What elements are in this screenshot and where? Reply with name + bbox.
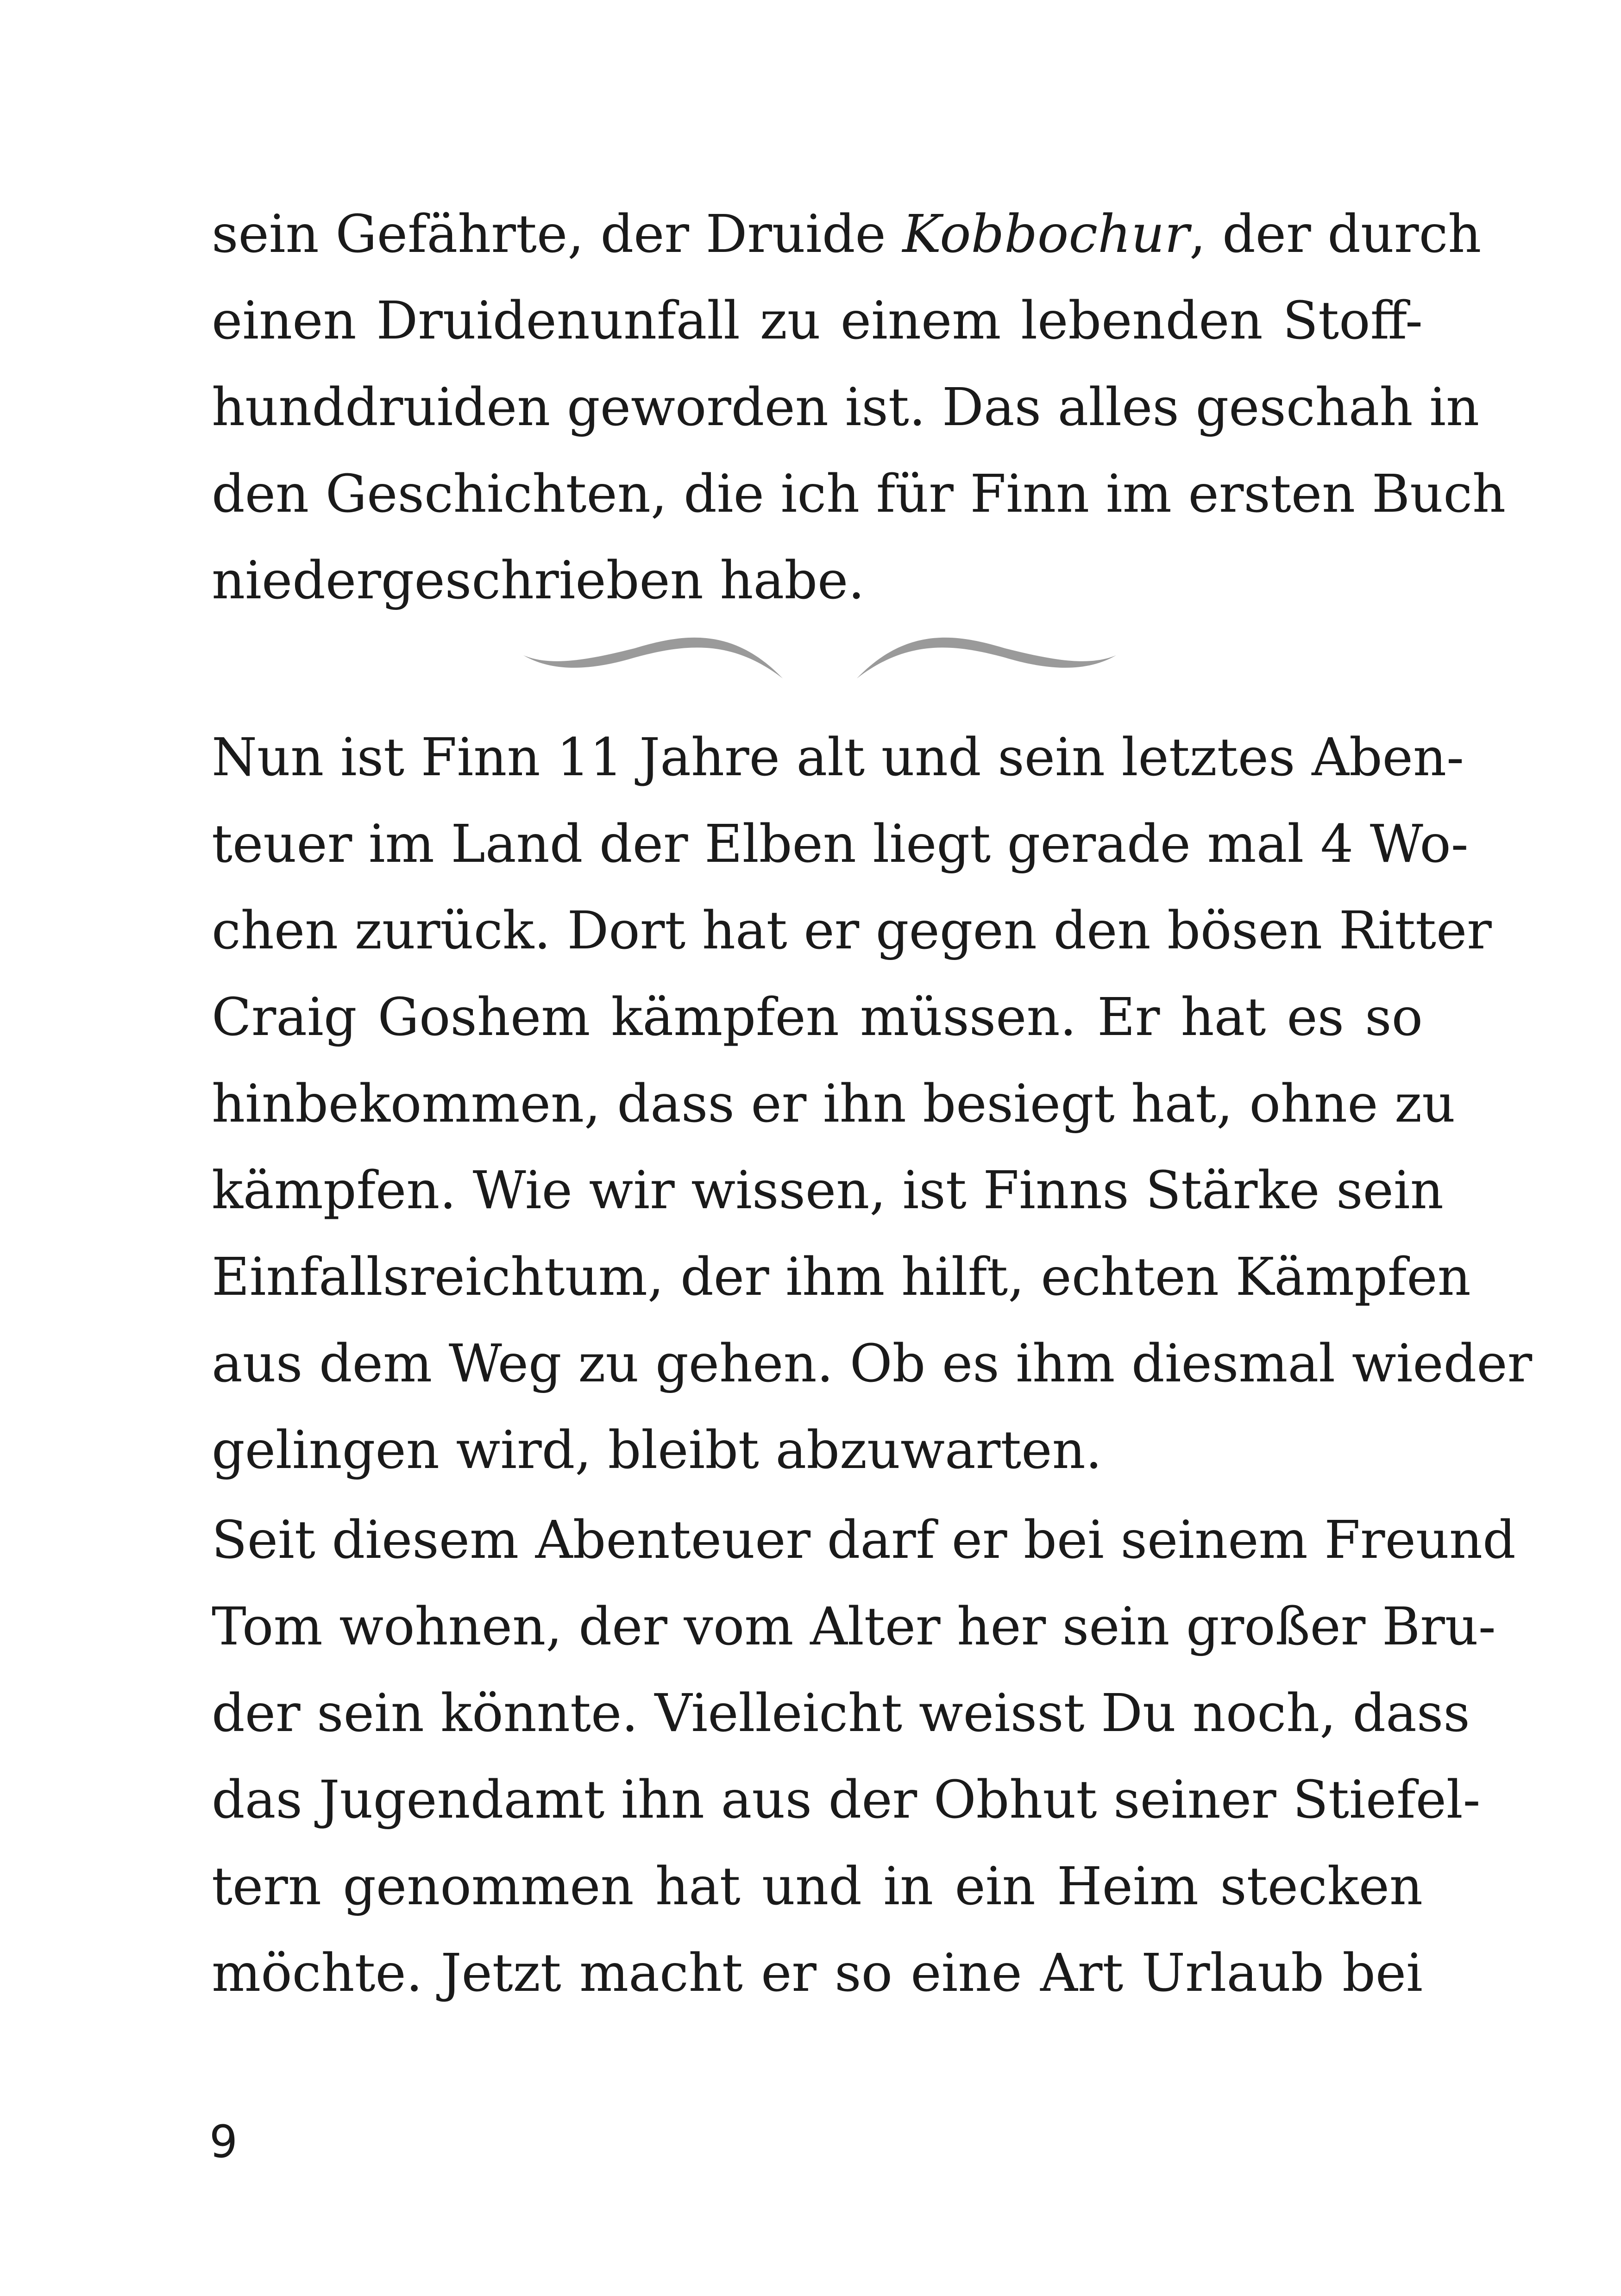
text-line: teuer im Land der Elben liegt gerade mal 4 Wo- [212, 814, 1469, 874]
paragraph-3 [212, 1497, 1516, 2017]
text-line: kämpfen. Wie wir wissen, ist Finns Stärke sein [212, 1161, 1444, 1221]
text-line: niedergeschrieben habe. [212, 551, 865, 611]
text-line: gelingen wird, bleibt abzuwarten. [212, 1420, 1102, 1480]
text-line: hinbekommen, dass er ihn besiegt hat, ohne zu [212, 1074, 1456, 1134]
text-line: Nun ist Finn 11 Jahre alt und sein letztes Aben- [212, 728, 1464, 788]
page-number: 9 [209, 2116, 238, 2168]
text-line: Tom wohnen, der vom Alter her sein großer Bru- [212, 1597, 1496, 1657]
text-line: hunddruiden geworden ist. Das alles geschah in [212, 377, 1480, 438]
text-line: möchte. Jetzt macht er so eine Art Urlaub bei [212, 1943, 1423, 2003]
swirl-divider-icon [514, 614, 1125, 683]
paragraph-1 [212, 191, 1506, 624]
text-line: den Geschichten, die ich für Finn im ersten Buch [212, 464, 1506, 524]
text-line: sein Gefährte, der Druide Kobbochur, der durch [212, 204, 1482, 264]
text-line: Craig Goshem kämpfen müssen. Er hat es so [212, 987, 1423, 1048]
text-line: tern genommen hat und in ein Heim stecken [212, 1857, 1423, 1917]
text-line: einen Druidenunfall zu einem lebenden Stoff- [212, 291, 1423, 351]
text-line: chen zurück. Dort hat er gegen den bösen Ritter [212, 901, 1492, 961]
text-line: das Jugendamt ihn aus der Obhut seiner Stiefel- [212, 1770, 1481, 1830]
text-line: der sein könnte. Vielleicht weisst Du noch, dass [212, 1683, 1470, 1744]
italic-name: Kobbochur [902, 204, 1189, 264]
text-line: aus dem Weg zu gehen. Ob es ihm diesmal wieder [212, 1334, 1533, 1394]
text-line: Einfallsreichtum, der ihm hilft, echten Kämpfen [212, 1247, 1471, 1307]
paragraph-2 [212, 715, 1533, 1494]
text-line: Seit diesem Abenteuer darf er bei seinem Freund [212, 1510, 1516, 1570]
